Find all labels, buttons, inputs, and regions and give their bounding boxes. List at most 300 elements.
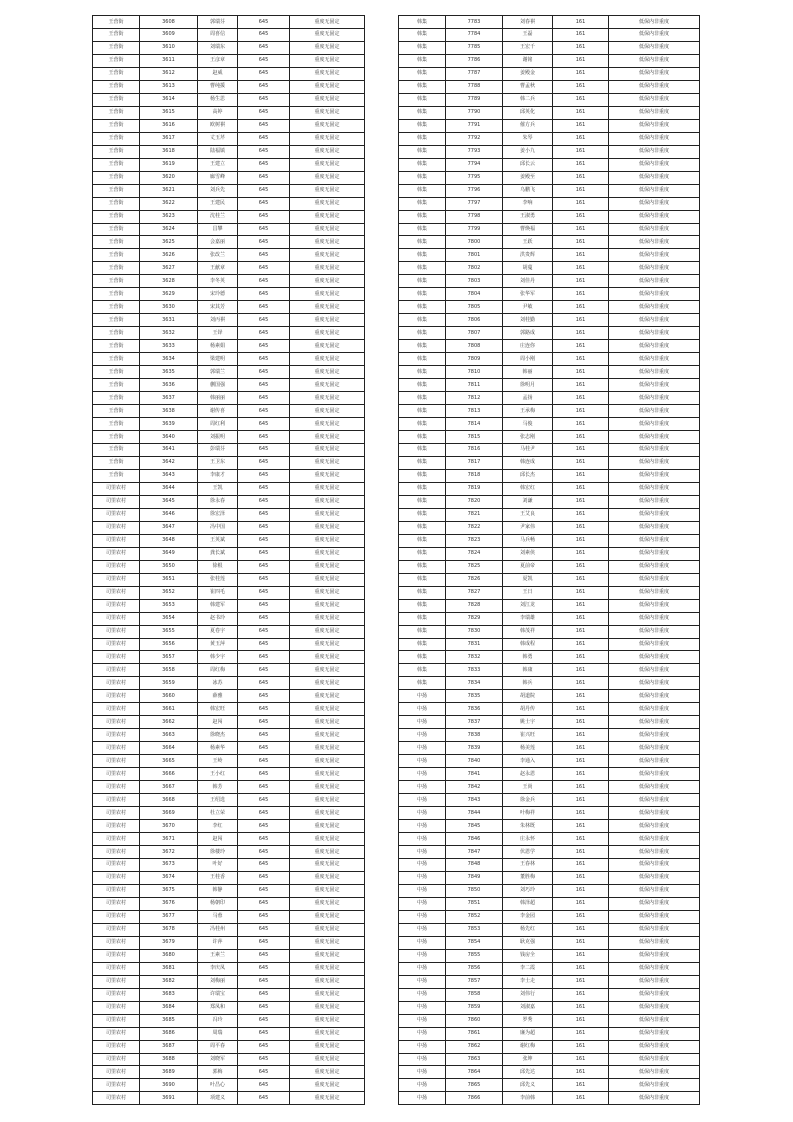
category-cell: 低保内非重度 xyxy=(609,392,700,405)
category-cell: 低保内非重度 xyxy=(609,340,700,353)
amount-cell: 645 xyxy=(238,586,290,599)
name-cell: 韩泽超 xyxy=(503,897,553,910)
area-cell: 王营街 xyxy=(93,314,140,327)
amount-cell: 161 xyxy=(553,833,609,846)
table-row xyxy=(399,871,700,884)
name-cell: 刘丙祺 xyxy=(198,314,238,327)
id-cell: 3653 xyxy=(140,599,198,612)
id-cell: 7840 xyxy=(446,755,503,768)
id-cell: 7841 xyxy=(446,768,503,781)
id-cell: 7809 xyxy=(446,353,503,366)
amount-cell: 161 xyxy=(553,936,609,949)
area-cell: 王营街 xyxy=(93,80,140,93)
table-row xyxy=(93,495,365,508)
name-cell: 王岭 xyxy=(198,755,238,768)
table-row xyxy=(399,418,700,431)
amount-cell: 645 xyxy=(238,106,290,119)
id-cell: 3619 xyxy=(140,158,198,171)
id-cell: 3613 xyxy=(140,80,198,93)
id-cell: 7855 xyxy=(446,949,503,962)
amount-cell: 161 xyxy=(553,275,609,288)
area-cell: 王营街 xyxy=(93,443,140,456)
id-cell: 3655 xyxy=(140,625,198,638)
amount-cell: 645 xyxy=(238,353,290,366)
category-cell: 低保内非重度 xyxy=(609,236,700,249)
name-cell: 韩二兵 xyxy=(503,93,553,106)
table-row xyxy=(93,418,365,431)
name-cell: 王献章 xyxy=(198,262,238,275)
category-cell: 低保内非重度 xyxy=(609,469,700,482)
name-cell: 周喜信 xyxy=(198,28,238,41)
table-row xyxy=(399,405,700,418)
area-cell: 王营街 xyxy=(93,379,140,392)
table-row xyxy=(399,716,700,729)
name-cell: 韩康 xyxy=(503,664,553,677)
name-cell: 黄玉萍 xyxy=(198,638,238,651)
category-cell: 重度无固定 xyxy=(290,1079,365,1092)
category-cell: 低保内非重度 xyxy=(609,651,700,664)
area-cell: 中扬 xyxy=(399,846,446,859)
category-cell: 低保内非重度 xyxy=(609,197,700,210)
name-cell: 曹孟秋 xyxy=(503,80,553,93)
table-row xyxy=(93,80,365,93)
category-cell: 低保内非重度 xyxy=(609,288,700,301)
area-cell: 司里农村 xyxy=(93,1001,140,1014)
id-cell: 7832 xyxy=(446,651,503,664)
table-row xyxy=(93,392,365,405)
amount-cell: 161 xyxy=(553,560,609,573)
area-cell: 司里农村 xyxy=(93,625,140,638)
amount-cell: 161 xyxy=(553,482,609,495)
id-cell: 7808 xyxy=(446,340,503,353)
category-cell: 重度无固定 xyxy=(290,184,365,197)
id-cell: 3684 xyxy=(140,1001,198,1014)
area-cell: 王营街 xyxy=(93,405,140,418)
id-cell: 7850 xyxy=(446,884,503,897)
amount-cell: 645 xyxy=(238,521,290,534)
category-cell: 低保内非重度 xyxy=(609,1040,700,1053)
name-cell: 叶昌心 xyxy=(198,1079,238,1092)
area-cell: 中扬 xyxy=(399,755,446,768)
table-row xyxy=(399,910,700,923)
area-cell: 司里农村 xyxy=(93,508,140,521)
name-cell: 胡蔓 xyxy=(503,262,553,275)
area-cell: 韩集 xyxy=(399,80,446,93)
area-cell: 中扬 xyxy=(399,910,446,923)
area-cell: 司里农村 xyxy=(93,742,140,755)
table-row xyxy=(93,1001,365,1014)
category-cell: 重度无固定 xyxy=(290,962,365,975)
amount-cell: 161 xyxy=(553,184,609,197)
table-row xyxy=(399,1079,700,1092)
area-cell: 韩集 xyxy=(399,612,446,625)
category-cell: 低保内非重度 xyxy=(609,768,700,781)
left-roster-table xyxy=(92,15,365,1105)
name-cell: 李响 xyxy=(503,197,553,210)
category-cell: 低保内非重度 xyxy=(609,93,700,106)
table-row xyxy=(399,1053,700,1066)
area-cell: 司里农村 xyxy=(93,1014,140,1027)
id-cell: 3644 xyxy=(140,482,198,495)
area-cell: 韩集 xyxy=(399,132,446,145)
table-row xyxy=(93,508,365,521)
amount-cell: 645 xyxy=(238,1092,290,1105)
name-cell: 郑凤和 xyxy=(198,1001,238,1014)
amount-cell: 645 xyxy=(238,288,290,301)
area-cell: 韩集 xyxy=(399,353,446,366)
amount-cell: 645 xyxy=(238,936,290,949)
category-cell: 重度无固定 xyxy=(290,41,365,54)
id-cell: 3609 xyxy=(140,28,198,41)
id-cell: 7823 xyxy=(446,534,503,547)
category-cell: 低保内非重度 xyxy=(609,132,700,145)
category-cell: 低保内非重度 xyxy=(609,612,700,625)
category-cell: 重度无固定 xyxy=(290,210,365,223)
table-row xyxy=(399,340,700,353)
table-row xyxy=(399,599,700,612)
category-cell: 重度无固定 xyxy=(290,236,365,249)
name-cell: 张改兰 xyxy=(198,249,238,262)
table-row xyxy=(399,443,700,456)
category-cell: 低保内非重度 xyxy=(609,858,700,871)
category-cell: 低保内非重度 xyxy=(609,1092,700,1105)
table-row xyxy=(399,988,700,1001)
id-cell: 7785 xyxy=(446,41,503,54)
amount-cell: 161 xyxy=(553,508,609,521)
category-cell: 低保内非重度 xyxy=(609,547,700,560)
table-row xyxy=(399,54,700,67)
table-row xyxy=(93,67,365,80)
category-cell: 重度无固定 xyxy=(290,729,365,742)
id-cell: 7814 xyxy=(446,418,503,431)
id-cell: 3673 xyxy=(140,858,198,871)
table-row xyxy=(399,897,700,910)
table-row xyxy=(399,158,700,171)
category-cell: 重度无固定 xyxy=(290,469,365,482)
area-cell: 司里农村 xyxy=(93,482,140,495)
id-cell: 7783 xyxy=(446,16,503,29)
area-cell: 韩集 xyxy=(399,379,446,392)
table-row xyxy=(399,781,700,794)
area-cell: 中扬 xyxy=(399,884,446,897)
area-cell: 王营街 xyxy=(93,223,140,236)
name-cell: 姜殿金 xyxy=(503,67,553,80)
category-cell: 低保内非重度 xyxy=(609,625,700,638)
table-row xyxy=(93,573,365,586)
category-cell: 重度无固定 xyxy=(290,690,365,703)
id-cell: 3656 xyxy=(140,638,198,651)
table-row xyxy=(93,262,365,275)
area-cell: 司里农村 xyxy=(93,755,140,768)
table-row xyxy=(399,1027,700,1040)
amount-cell: 645 xyxy=(238,41,290,54)
id-cell: 7811 xyxy=(446,379,503,392)
area-cell: 韩集 xyxy=(399,418,446,431)
id-cell: 3630 xyxy=(140,301,198,314)
id-cell: 3642 xyxy=(140,456,198,469)
name-cell: 韩宏红 xyxy=(503,482,553,495)
id-cell: 7852 xyxy=(446,910,503,923)
table-row xyxy=(399,145,700,158)
id-cell: 3674 xyxy=(140,871,198,884)
amount-cell: 645 xyxy=(238,145,290,158)
category-cell: 低保内非重度 xyxy=(609,443,700,456)
area-cell: 韩集 xyxy=(399,249,446,262)
name-cell: 尹家伟 xyxy=(503,521,553,534)
name-cell: 李冬英 xyxy=(198,275,238,288)
amount-cell: 645 xyxy=(238,1027,290,1040)
name-cell: 宋其芳 xyxy=(198,301,238,314)
amount-cell: 645 xyxy=(238,988,290,1001)
id-cell: 3649 xyxy=(140,547,198,560)
id-cell: 3633 xyxy=(140,340,198,353)
id-cell: 7860 xyxy=(446,1014,503,1027)
area-cell: 韩集 xyxy=(399,314,446,327)
table-row xyxy=(399,197,700,210)
id-cell: 7853 xyxy=(446,923,503,936)
area-cell: 中扬 xyxy=(399,742,446,755)
category-cell: 低保内非重度 xyxy=(609,366,700,379)
table-row xyxy=(399,794,700,807)
category-cell: 低保内非重度 xyxy=(609,897,700,910)
amount-cell: 161 xyxy=(553,223,609,236)
name-cell: 陆福镇 xyxy=(198,145,238,158)
area-cell: 中扬 xyxy=(399,794,446,807)
amount-cell: 645 xyxy=(238,742,290,755)
table-row xyxy=(93,1027,365,1040)
name-cell: 王小红 xyxy=(198,768,238,781)
area-cell: 中扬 xyxy=(399,820,446,833)
amount-cell: 645 xyxy=(238,949,290,962)
id-cell: 7842 xyxy=(446,781,503,794)
id-cell: 3664 xyxy=(140,742,198,755)
category-cell: 低保内非重度 xyxy=(609,820,700,833)
category-cell: 重度无固定 xyxy=(290,366,365,379)
id-cell: 7845 xyxy=(446,820,503,833)
name-cell: 李二霞 xyxy=(503,962,553,975)
table-row xyxy=(93,16,365,29)
table-row xyxy=(93,1092,365,1105)
amount-cell: 645 xyxy=(238,197,290,210)
area-cell: 王营街 xyxy=(93,431,140,444)
category-cell: 重度无固定 xyxy=(290,716,365,729)
id-cell: 7833 xyxy=(446,664,503,677)
table-row xyxy=(93,651,365,664)
category-cell: 低保内非重度 xyxy=(609,703,700,716)
area-cell: 王营街 xyxy=(93,288,140,301)
category-cell: 重度无固定 xyxy=(290,379,365,392)
category-cell: 重度无固定 xyxy=(290,431,365,444)
name-cell: 杨美莲 xyxy=(503,742,553,755)
name-cell: 梁建明 xyxy=(198,353,238,366)
name-cell: 孟扬 xyxy=(503,392,553,405)
amount-cell: 161 xyxy=(553,897,609,910)
area-cell: 司里农村 xyxy=(93,897,140,910)
name-cell: 崔四毛 xyxy=(198,586,238,599)
table-row xyxy=(399,366,700,379)
category-cell: 重度无固定 xyxy=(290,807,365,820)
table-row xyxy=(93,897,365,910)
table-row xyxy=(93,1014,365,1027)
area-cell: 司里农村 xyxy=(93,884,140,897)
area-cell: 中扬 xyxy=(399,1079,446,1092)
table-row xyxy=(399,1066,700,1079)
category-cell: 低保内非重度 xyxy=(609,145,700,158)
area-cell: 韩集 xyxy=(399,495,446,508)
right-roster-table xyxy=(398,15,700,1105)
table-row xyxy=(399,171,700,184)
id-cell: 7797 xyxy=(446,197,503,210)
amount-cell: 161 xyxy=(553,910,609,923)
area-cell: 王营街 xyxy=(93,158,140,171)
amount-cell: 161 xyxy=(553,197,609,210)
name-cell: 刘江龙 xyxy=(503,599,553,612)
area-cell: 王营街 xyxy=(93,67,140,80)
area-cell: 韩集 xyxy=(399,469,446,482)
amount-cell: 645 xyxy=(238,690,290,703)
amount-cell: 161 xyxy=(553,755,609,768)
name-cell: 朱林既 xyxy=(503,820,553,833)
name-cell: 杨素华 xyxy=(198,742,238,755)
area-cell: 司里农村 xyxy=(93,651,140,664)
amount-cell: 161 xyxy=(553,988,609,1001)
table-row xyxy=(93,158,365,171)
category-cell: 重度无固定 xyxy=(290,67,365,80)
amount-cell: 645 xyxy=(238,443,290,456)
category-cell: 重度无固定 xyxy=(290,923,365,936)
id-cell: 7798 xyxy=(446,210,503,223)
area-cell: 司里农村 xyxy=(93,833,140,846)
name-cell: 李前韩 xyxy=(503,1092,553,1105)
name-cell: 郭路成 xyxy=(503,327,553,340)
name-cell: 李康才 xyxy=(198,469,238,482)
id-cell: 3632 xyxy=(140,327,198,340)
area-cell: 中扬 xyxy=(399,936,446,949)
area-cell: 韩集 xyxy=(399,145,446,158)
id-cell: 7844 xyxy=(446,807,503,820)
id-cell: 7846 xyxy=(446,833,503,846)
table-row xyxy=(93,884,365,897)
area-cell: 韩集 xyxy=(399,54,446,67)
id-cell: 3660 xyxy=(140,690,198,703)
area-cell: 韩集 xyxy=(399,288,446,301)
category-cell: 重度无固定 xyxy=(290,405,365,418)
amount-cell: 161 xyxy=(553,314,609,327)
id-cell: 7796 xyxy=(446,184,503,197)
area-cell: 司里农村 xyxy=(93,690,140,703)
name-cell: 耿克强 xyxy=(503,936,553,949)
category-cell: 重度无固定 xyxy=(290,768,365,781)
table-row xyxy=(93,197,365,210)
amount-cell: 645 xyxy=(238,664,290,677)
amount-cell: 645 xyxy=(238,820,290,833)
category-cell: 重度无固定 xyxy=(290,171,365,184)
table-row xyxy=(93,469,365,482)
area-cell: 韩集 xyxy=(399,456,446,469)
table-row xyxy=(399,534,700,547)
id-cell: 3631 xyxy=(140,314,198,327)
table-row xyxy=(399,1014,700,1027)
category-cell: 低保内非重度 xyxy=(609,599,700,612)
table-row xyxy=(93,729,365,742)
area-cell: 韩集 xyxy=(399,482,446,495)
name-cell: 王建民 xyxy=(198,197,238,210)
category-cell: 重度无固定 xyxy=(290,1053,365,1066)
name-cell: 郭梅 xyxy=(198,1066,238,1079)
id-cell: 3661 xyxy=(140,703,198,716)
name-cell: 周瑞 xyxy=(198,1027,238,1040)
amount-cell: 161 xyxy=(553,366,609,379)
category-cell: 重度无固定 xyxy=(290,106,365,119)
name-cell: 廉为超 xyxy=(503,1027,553,1040)
name-cell: 朱琴 xyxy=(503,132,553,145)
name-cell: 曹纯援 xyxy=(198,80,238,93)
name-cell: 刘淑嘉 xyxy=(503,1001,553,1014)
amount-cell: 645 xyxy=(238,560,290,573)
id-cell: 7826 xyxy=(446,573,503,586)
amount-cell: 161 xyxy=(553,288,609,301)
area-cell: 韩集 xyxy=(399,573,446,586)
id-cell: 7865 xyxy=(446,1079,503,1092)
table-row xyxy=(399,858,700,871)
name-cell: 冰苏 xyxy=(198,677,238,690)
category-cell: 重度无固定 xyxy=(290,897,365,910)
name-cell: 王建立 xyxy=(198,158,238,171)
table-row xyxy=(93,106,365,119)
amount-cell: 161 xyxy=(553,962,609,975)
name-cell: 李红 xyxy=(198,820,238,833)
area-cell: 韩集 xyxy=(399,366,446,379)
category-cell: 低保内非重度 xyxy=(609,327,700,340)
category-cell: 重度无固定 xyxy=(290,560,365,573)
table-row xyxy=(93,690,365,703)
category-cell: 重度无固定 xyxy=(290,508,365,521)
category-cell: 低保内非重度 xyxy=(609,431,700,444)
table-row xyxy=(399,807,700,820)
area-cell: 司里农村 xyxy=(93,1066,140,1079)
id-cell: 3625 xyxy=(140,236,198,249)
id-cell: 7824 xyxy=(446,547,503,560)
table-row xyxy=(93,236,365,249)
name-cell: 王素兰 xyxy=(198,949,238,962)
table-row xyxy=(93,625,365,638)
table-row xyxy=(93,703,365,716)
category-cell: 重度无固定 xyxy=(290,910,365,923)
category-cell: 低保内非重度 xyxy=(609,910,700,923)
category-cell: 重度无固定 xyxy=(290,755,365,768)
area-cell: 司里农村 xyxy=(93,638,140,651)
id-cell: 3691 xyxy=(140,1092,198,1105)
amount-cell: 645 xyxy=(238,28,290,41)
area-cell: 韩集 xyxy=(399,599,446,612)
area-cell: 韩集 xyxy=(399,210,446,223)
table-row xyxy=(399,833,700,846)
id-cell: 3611 xyxy=(140,54,198,67)
category-cell: 低保内非重度 xyxy=(609,353,700,366)
category-cell: 重度无固定 xyxy=(290,197,365,210)
table-row xyxy=(399,314,700,327)
amount-cell: 161 xyxy=(553,858,609,871)
id-cell: 3652 xyxy=(140,586,198,599)
category-cell: 低保内非重度 xyxy=(609,54,700,67)
table-row xyxy=(399,392,700,405)
area-cell: 韩集 xyxy=(399,301,446,314)
amount-cell: 161 xyxy=(553,820,609,833)
table-row xyxy=(93,949,365,962)
table-row xyxy=(399,638,700,651)
id-cell: 3666 xyxy=(140,768,198,781)
name-cell: 叶好 xyxy=(198,858,238,871)
